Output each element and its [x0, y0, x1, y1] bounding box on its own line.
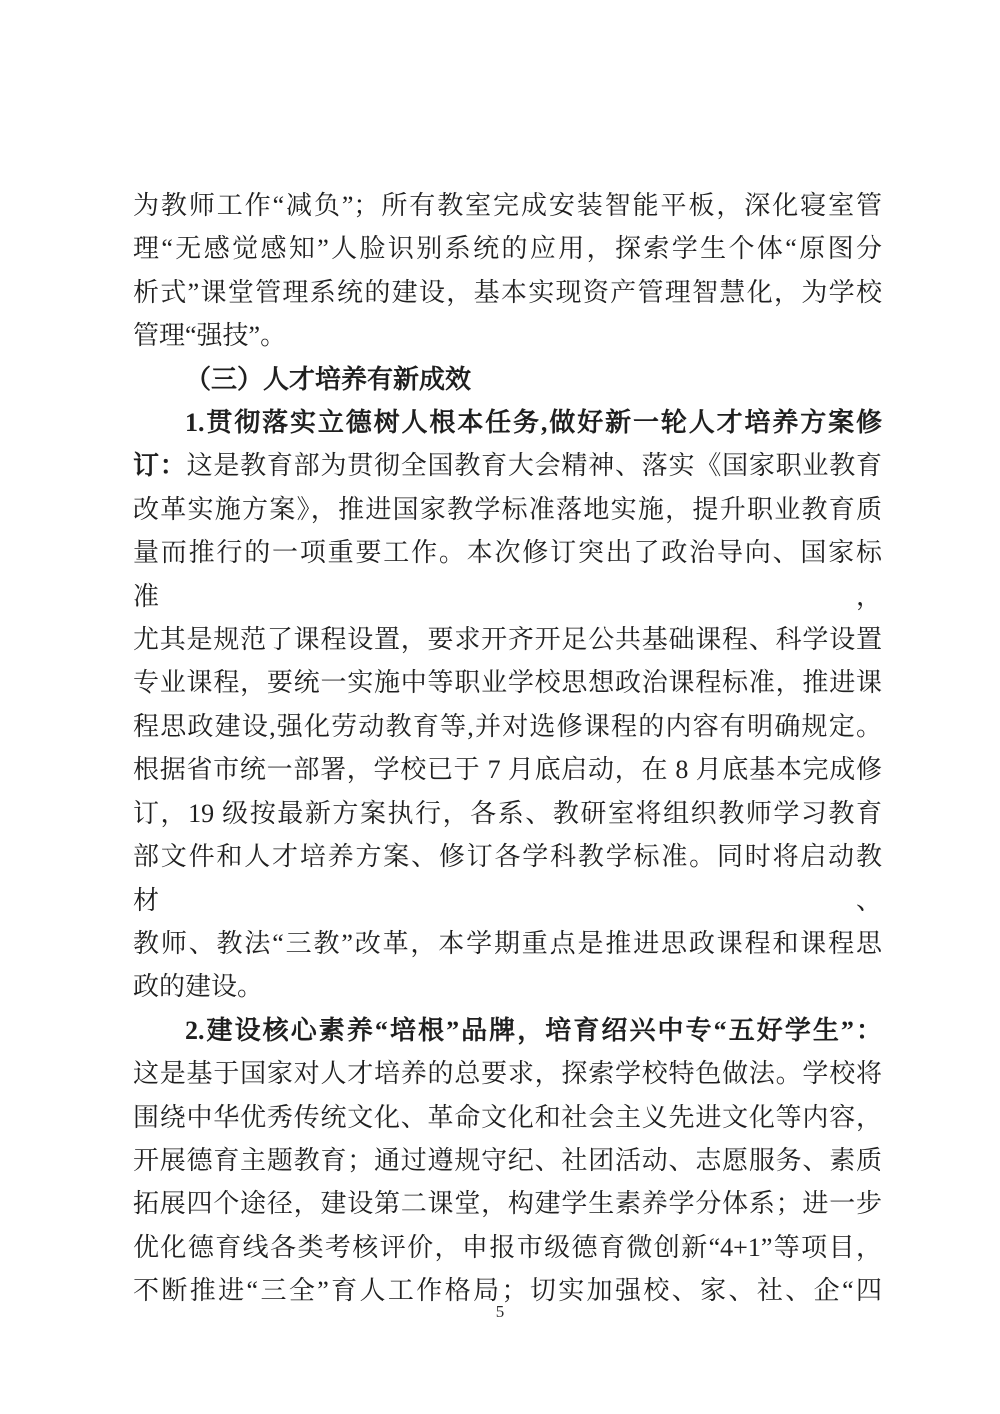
text-line	[133, 1139, 882, 1182]
text-segment: 教师、教法“三教”改革，本学期重点是推进思政课程和课程思	[133, 928, 882, 958]
text-segment: 拓展四个途径，建设第二课堂，构建学生素养学分体系；进一步	[133, 1189, 882, 1219]
text-line	[133, 1182, 882, 1225]
text-line	[133, 358, 882, 401]
text-line	[133, 1009, 882, 1052]
text-segment: 根据省市统一部署，学校已于 7 月底启动，在 8 月底基本完成修	[133, 755, 882, 785]
text-segment: 这是基于国家对人才培养的总要求，探索学校特色做法。学校将	[133, 1059, 882, 1089]
text-segment: 专业课程，要统一实施中等职业学校思想政治课程标准，推进课	[133, 668, 882, 698]
page-number: 5	[495, 1302, 505, 1321]
text-line	[133, 444, 882, 487]
text-segment: 优化德育线各类考核评价，申报市级德育微创新“4+1”等项目，	[133, 1232, 882, 1262]
text-segment: 部文件和人才培养方案、修订各学科教学标准。同时将启动教材、	[133, 842, 882, 915]
text-line	[133, 531, 882, 618]
text-segment: 为教师工作“减负”；所有教室完成安装智能平板，深化寝室管	[133, 191, 882, 220]
text-line	[133, 1052, 882, 1095]
text-segment: 这是教育部为贯彻全国教育大会精神、落实《国家职业教育	[186, 451, 882, 481]
bold-text-segment: 2.建设核心素养“培根”品牌，培育绍兴中专“五好学生”：	[185, 1015, 882, 1045]
text-segment: 理“无感觉感知”人脸识别系统的应用，探索学生个体“原图分	[133, 234, 882, 264]
text-line	[133, 401, 882, 444]
text-line	[133, 922, 882, 965]
text-segment: 改革实施方案》，推进国家教学标准落地实施，提升职业教育质	[133, 494, 882, 524]
text-line	[133, 965, 882, 1008]
text-line	[133, 835, 882, 922]
text-line	[133, 1096, 882, 1139]
text-line	[133, 271, 882, 314]
text-line	[133, 661, 882, 704]
text-line	[133, 1226, 882, 1269]
text-line	[133, 618, 882, 661]
text-line	[133, 184, 882, 227]
text-segment: 量而推行的一项重要工作。本次修订突出了政治导向、国家标准，	[133, 538, 882, 611]
document-body	[133, 184, 882, 1313]
text-segment: 订，19 级按最新方案执行，各系、教研室将组织教师学习教育	[133, 798, 882, 828]
bold-text-segment: 订：	[133, 451, 187, 481]
text-segment: 程思政建设,强化劳动教育等,并对选修课程的内容有明确规定。	[133, 711, 882, 741]
text-line	[133, 705, 882, 748]
bold-text-segment: （三）人才培养有新成效	[185, 364, 472, 394]
text-segment: 开展德育主题教育；通过遵规守纪、社团活动、志愿服务、素质	[133, 1145, 882, 1175]
bold-text-segment: 1.贯彻落实立德树人根本任务,做好新一轮人才培养方案修	[185, 408, 882, 438]
text-segment: 政的建设。	[133, 972, 264, 1002]
text-segment: 围绕中华优秀传统文化、革命文化和社会主义先进文化等内容，	[133, 1102, 882, 1132]
text-segment: 不断推进“三全”育人工作格局；切实加强校、家、社、企“四	[133, 1276, 882, 1306]
text-line	[133, 227, 882, 270]
text-line	[133, 792, 882, 835]
text-segment: 尤其是规范了课程设置，要求开齐开足公共基础课程、科学设置	[133, 625, 882, 655]
text-segment: 管理“强技”。	[133, 321, 287, 351]
text-segment: 析式”课堂管理系统的建设，基本实现资产管理智慧化，为学校	[133, 277, 882, 307]
text-line	[133, 748, 882, 791]
text-line	[133, 314, 882, 357]
text-line	[133, 488, 882, 531]
